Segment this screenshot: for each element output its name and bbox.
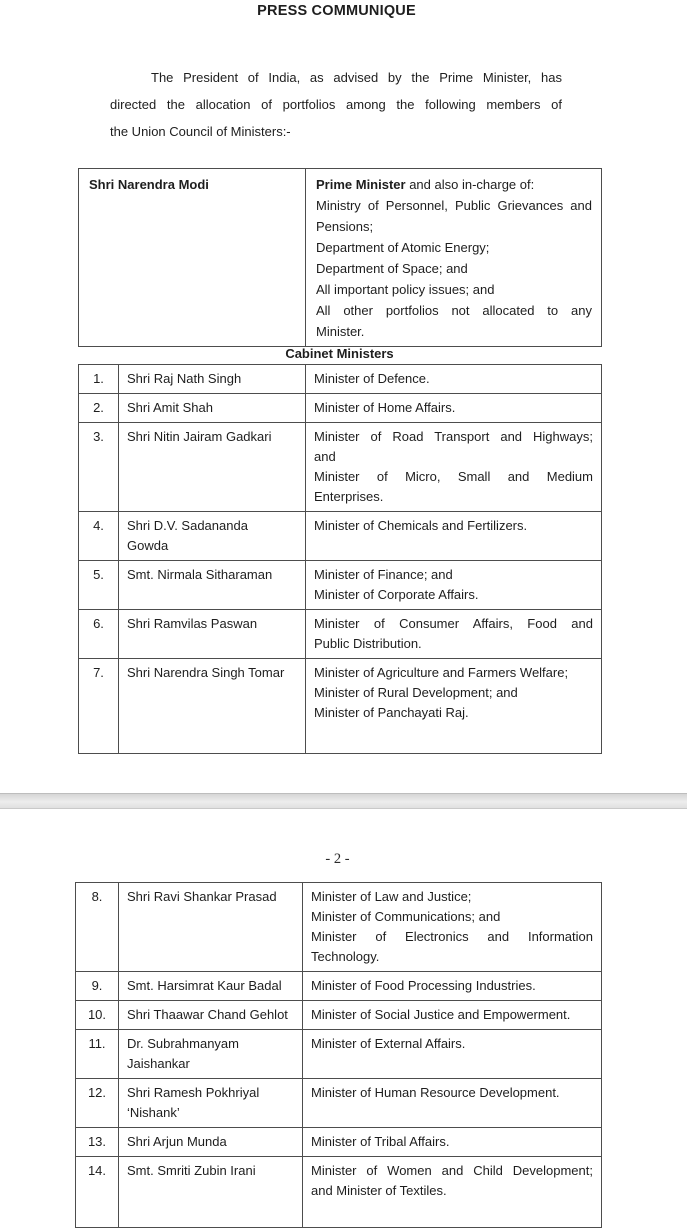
text-line: Shri Ramesh Pokhriyal	[127, 1085, 260, 1100]
text-line: Shri Thaawar Chand Gehlot	[127, 1007, 288, 1022]
text-line: Minister of Road Transport and Highways;	[314, 429, 593, 444]
cabinet-table-page1	[78, 364, 602, 754]
text-line: Minister of Defence.	[314, 371, 430, 386]
minister-row	[79, 659, 602, 754]
minister-portfolio	[306, 512, 602, 561]
minister-number: 11.	[76, 1030, 119, 1079]
text-line: Smt. Nirmala Sitharaman	[127, 567, 273, 582]
pm-portfolio	[306, 169, 602, 347]
text-line: Minister of Food Processing Industries.	[311, 978, 536, 993]
minister-row	[79, 610, 602, 659]
minister-name	[119, 423, 306, 512]
text-line: Minister of Law and Justice;	[311, 889, 472, 904]
minister-row	[76, 1157, 602, 1228]
minister-number: 5.	[79, 561, 119, 610]
pm-name: Shri Narendra Modi	[79, 169, 306, 347]
minister-name	[119, 512, 306, 561]
minister-name	[119, 1128, 303, 1157]
text-line: All important policy issues; and	[316, 282, 495, 297]
text-line: Minister.	[316, 324, 365, 339]
minister-number: 9.	[76, 972, 119, 1001]
minister-name	[119, 1079, 303, 1128]
text-line: Shri Raj Nath Singh	[127, 371, 242, 386]
minister-portfolio	[303, 972, 602, 1001]
minister-number: 6.	[79, 610, 119, 659]
minister-number: 10.	[76, 1001, 119, 1030]
text-line: Department of Atomic Energy;	[316, 240, 490, 255]
minister-number: 13.	[76, 1128, 119, 1157]
minister-row	[79, 423, 602, 512]
pm-role-line	[316, 174, 592, 195]
text-line: Shri Narendra Singh Tomar	[127, 665, 285, 680]
text-line: Minister of Panchayati Raj.	[314, 705, 469, 720]
text-line: Ministry of Personnel, Public Grievances and	[316, 198, 592, 213]
minister-number: 12.	[76, 1079, 119, 1128]
page-separator	[0, 793, 687, 809]
text-line: Minister of Home Affairs.	[314, 400, 456, 415]
text-line: Minister of Finance; and	[314, 567, 453, 582]
minister-row	[79, 394, 602, 423]
text-line: Gowda	[127, 538, 169, 553]
text-line: Shri Ravi Shankar Prasad	[127, 889, 277, 904]
minister-portfolio	[306, 659, 602, 754]
text-line: Shri Nitin Jairam Gadkari	[127, 429, 272, 444]
pm-role-rest: and also in-charge of:	[405, 177, 535, 192]
text-line: the Union Council of Ministers:-	[110, 124, 291, 139]
text-line: Minister of Chemicals and Fertilizers.	[314, 518, 528, 533]
text-line: Minister of Electronics and Information	[311, 929, 593, 944]
minister-name	[119, 659, 306, 754]
text-line: Technology.	[311, 949, 380, 964]
minister-row	[76, 1030, 602, 1079]
text-line: Shri D.V. Sadananda	[127, 518, 248, 533]
text-line: Jaishankar	[127, 1056, 190, 1071]
minister-portfolio	[303, 1001, 602, 1030]
page-number: - 2 -	[325, 851, 350, 867]
minister-name	[119, 1157, 303, 1228]
minister-number: 7.	[79, 659, 119, 754]
minister-portfolio	[306, 561, 602, 610]
minister-name	[119, 972, 303, 1001]
minister-row	[79, 561, 602, 610]
minister-row	[76, 1079, 602, 1128]
minister-row	[79, 512, 602, 561]
text-line: Minister of Communications; and	[311, 909, 501, 924]
minister-row	[76, 1001, 602, 1030]
minister-portfolio	[303, 1157, 602, 1228]
prime-minister-table	[78, 168, 602, 347]
minister-portfolio	[306, 365, 602, 394]
minister-row	[79, 365, 602, 394]
text-line: Minister of Tribal Affairs.	[311, 1134, 450, 1149]
text-line: Minister of Agriculture and Farmers Welfare;	[314, 665, 569, 680]
text-line: Department of Space; and	[316, 261, 468, 276]
pm-portfolio-lines	[316, 195, 592, 342]
minister-name	[119, 561, 306, 610]
text-line: Pensions;	[316, 219, 374, 234]
document-title: PRESS COMMUNIQUE	[257, 3, 416, 19]
text-line: ‘Nishank’	[127, 1105, 180, 1120]
minister-portfolio	[303, 1128, 602, 1157]
minister-portfolio	[306, 423, 602, 512]
minister-portfolio	[303, 883, 602, 972]
minister-portfolio	[306, 610, 602, 659]
page-2	[0, 809, 687, 1200]
cabinet-ministers-heading: Cabinet Ministers	[285, 346, 394, 361]
minister-row	[76, 883, 602, 972]
minister-number: 3.	[79, 423, 119, 512]
text-line: and Minister of Textiles.	[311, 1183, 447, 1198]
minister-name	[119, 1001, 303, 1030]
text-line: and	[314, 449, 336, 464]
intro-paragraph	[110, 64, 562, 145]
text-line: Minister of External Affairs.	[311, 1036, 466, 1051]
minister-number: 4.	[79, 512, 119, 561]
minister-name	[119, 1030, 303, 1079]
minister-number: 14.	[76, 1157, 119, 1228]
text-line: Shri Ramvilas Paswan	[127, 616, 258, 631]
text-line: Minister of Consumer Affairs, Food and	[314, 616, 593, 631]
text-line: Minister of Micro, Small and Medium	[314, 469, 593, 484]
text-line: Smt. Harsimrat Kaur Badal	[127, 978, 282, 993]
text-line: directed the allocation of portfolios among the following members of	[110, 97, 562, 112]
cabinet-table-page2	[75, 882, 602, 1228]
minister-number: 2.	[79, 394, 119, 423]
minister-row	[76, 972, 602, 1001]
minister-name	[119, 883, 303, 972]
minister-number: 1.	[79, 365, 119, 394]
text-line: Minister of Rural Development; and	[314, 685, 518, 700]
text-line: Smt. Smriti Zubin Irani	[127, 1163, 256, 1178]
text-line: Enterprises.	[314, 489, 384, 504]
minister-name	[119, 610, 306, 659]
text-line: Shri Amit Shah	[127, 400, 213, 415]
minister-number: 8.	[76, 883, 119, 972]
text-line: Minister of Corporate Affairs.	[314, 587, 479, 602]
text-line: Minister of Human Resource Development.	[311, 1085, 560, 1100]
text-line: Shri Arjun Munda	[127, 1134, 227, 1149]
text-line: All other portfolios not allocated to any	[316, 303, 592, 318]
minister-portfolio	[306, 394, 602, 423]
minister-portfolio	[303, 1079, 602, 1128]
minister-name	[119, 365, 306, 394]
text-line: Dr. Subrahmanyam	[127, 1036, 239, 1051]
text-line: Minister of Women and Child Development;	[311, 1163, 593, 1178]
minister-row	[76, 1128, 602, 1157]
text-line: Minister of Social Justice and Empowerment.	[311, 1007, 571, 1022]
text-line: The President of India, as advised by the Prime Minister, has	[151, 70, 562, 85]
text-line: Public Distribution.	[314, 636, 422, 651]
pm-row	[79, 169, 602, 347]
pm-role-bold: Prime Minister	[316, 177, 406, 192]
minister-portfolio	[303, 1030, 602, 1079]
minister-name	[119, 394, 306, 423]
